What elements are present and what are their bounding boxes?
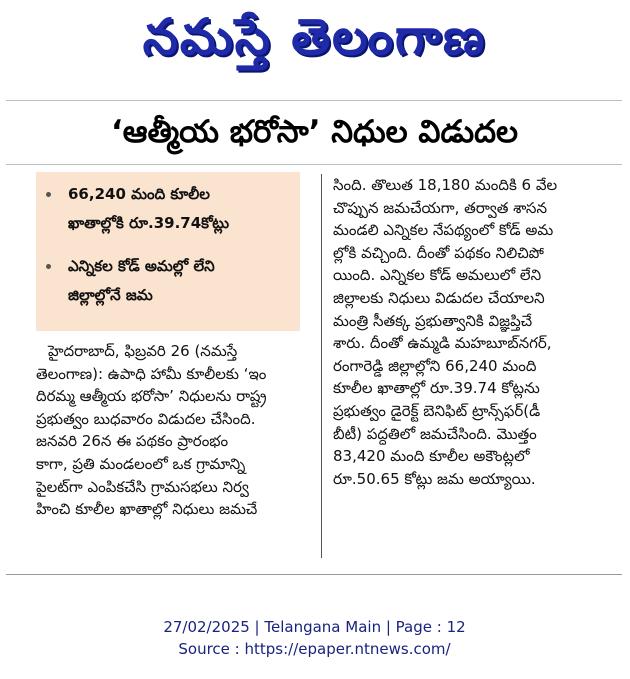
column-divider	[321, 174, 322, 558]
body-line: ప్రభుత్వం బుధవారం విడుదల చేసింది.	[36, 409, 256, 428]
footer-source: Source : https://epaper.ntnews.com/	[178, 640, 451, 658]
article-column-right	[333, 174, 605, 490]
body-line: యింది. ఎన్నికల కోడ్ అమలులో లేని	[333, 266, 542, 285]
article-headline: ‘ఆత్మీయ భరోసా’ నిధుల విడుదల	[110, 114, 518, 150]
body-line: హైదరాబాద్, ఫిబ్రవరి 26 (నమస్తే	[48, 342, 238, 360]
highlights-box	[36, 172, 300, 331]
highlight-line: జిల్లాల్లోనే జమ	[68, 286, 153, 304]
body-line: హించి కూలీల ఖాతాల్లో నిధులు జమచే	[36, 500, 258, 519]
body-line: రంగారెడ్డి జిల్లాల్లోని 66,240 మంది	[333, 356, 537, 375]
highlight-line: 66,240 మంది కూలీల	[68, 185, 210, 203]
article-column-left	[36, 340, 306, 521]
body-line: శారు. దీంతో ఉమ్మడి మహబూబ్‌నగర్,	[333, 334, 552, 353]
body-line: ప్రభుత్వం డైరెక్ట్ బెనిఫిట్ ట్రాన్స్‌ఫర్(డీ	[333, 401, 541, 420]
highlight-line: ఎన్నికల కోడ్ అమల్లో లేని	[68, 257, 215, 275]
body-line: మంత్రి సీతక్క ప్రభుత్వానికి విజ్ఞప్తిచే	[333, 311, 533, 330]
body-line: చొప్పున జమచేయగా, తర్వాత శాసన	[333, 198, 547, 217]
masthead-logo: నమస్తే తెలంగాణ	[142, 7, 487, 66]
body-line: కూలీల ఖాతాల్లో రూ.39.74 కోట్లను	[333, 379, 540, 398]
headline-divider	[6, 164, 622, 165]
body-line: బీటీ) పద్ధతిలో జమచేసింది. మొత్తం	[333, 424, 537, 443]
bullet-icon	[46, 192, 51, 197]
body-line: ల్లోకి వచ్చింది. దీంతో పథకం నిలిచిపో	[333, 243, 544, 262]
highlight-line: ఖాతాల్లోకి రూ.39.74కోట్లు	[68, 214, 230, 232]
body-line: తెలంగాణ): ఉపాధి హామీ కూలీలకు ‘ఇం	[36, 364, 267, 383]
body-line: పైలట్‌గా ఎంపికచేసి గ్రామసభలు నిర్వ	[36, 477, 249, 496]
body-line: సింది. తొలుత 18,180 మందికి 6 వేల	[333, 176, 558, 194]
footer-meta: 27/02/2025 | Telangana Main | Page : 12	[163, 618, 466, 636]
body-line: జిల్లాలకు నిధులు విడుదల చేయాలని	[333, 288, 545, 307]
body-line: మండలి ఎన్నికల నేపథ్యంలో కోడ్ అమ	[333, 221, 554, 240]
top-divider	[6, 100, 622, 101]
body-line: రూ.50.65 కోట్లు జమ అయ్యాయి.	[333, 469, 536, 488]
body-line: దిరమ్మ ఆత్మీయ భరోసా’ నిధులను రాష్ట్ర	[36, 387, 267, 406]
body-line: 83,420 మంది కూలీల అకౌంట్లలో	[333, 447, 530, 466]
body-line: జనవరి 26న ఈ పథకం ప్రారంభం	[36, 432, 229, 451]
bottom-divider	[6, 574, 622, 575]
body-line: కాగా, ప్రతి మండలంలో ఒక గ్రామాన్ని	[36, 454, 246, 473]
bullet-icon	[46, 264, 51, 269]
